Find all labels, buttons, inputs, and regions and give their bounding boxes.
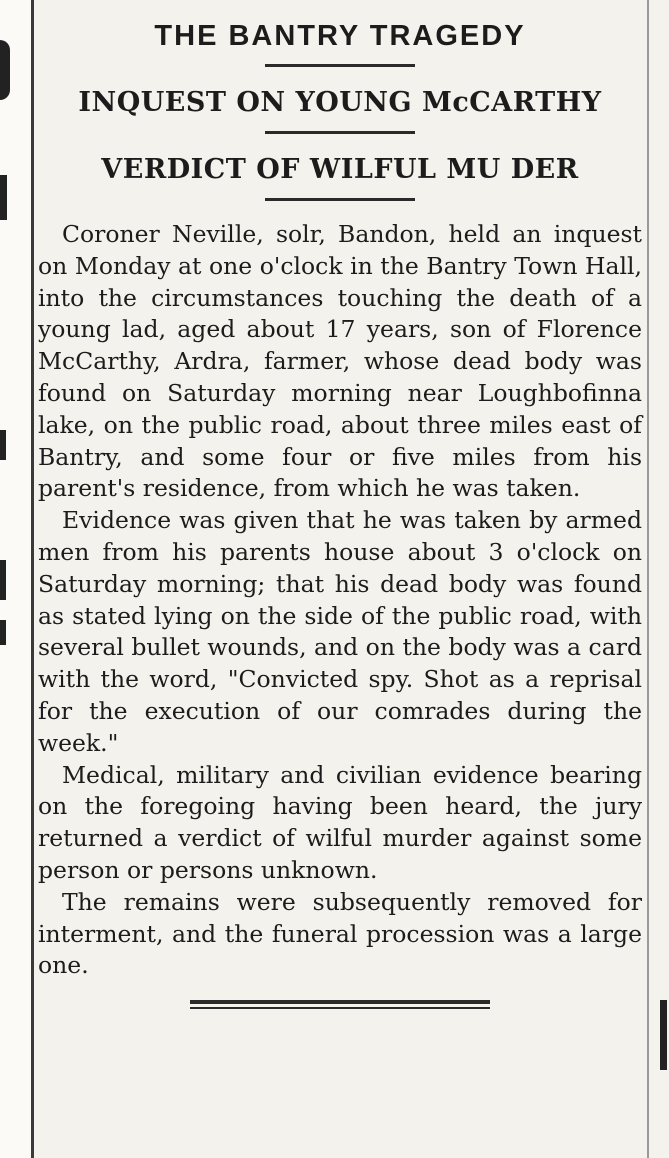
- end-rule: [190, 1000, 490, 1004]
- adjacent-column-fragment: [0, 175, 7, 220]
- article-title: THE BANTRY TRAGEDY: [154, 20, 526, 52]
- article-paragraph: Coroner Neville, solr, Bandon, held an inquest on Monday at one o'clock in the Bantry Town Hall, into the circumstances touching the death of a young lad, aged about 17 years, son of Florence McCarthy, Ardra, farmer, whose dead body was found on Saturday morning near Loughbofinna lake, on the public road, about three miles east of Bantry, and some four or five miles from his parent's residence, from which he was taken.: [38, 220, 642, 503]
- article-subhead-2: VERDICT OF WILFUL MU DER: [101, 154, 579, 185]
- adjacent-column-fragment: [660, 1000, 667, 1070]
- adjacent-column-fragment: [0, 40, 10, 100]
- article-subhead-1: INQUEST ON YOUNG McCARTHY: [78, 87, 602, 118]
- adjacent-column-fragment: [0, 560, 6, 600]
- adjacent-column-fragment: [0, 430, 6, 460]
- article-paragraph: Medical, military and civilian evidence bearing on the foregoing having been heard, the jury returned a verdict of wilful murder against some person or persons unknown.: [38, 760, 642, 884]
- article-column: [38, 14, 642, 1009]
- column-rule-right: [647, 0, 649, 1158]
- adjacent-column-fragment: [0, 620, 6, 645]
- title-divider: [265, 64, 415, 67]
- column-rule-left: [31, 0, 34, 1158]
- article-paragraph: The remains were subsequently removed for interment, and the funeral procession was a large one.: [38, 887, 642, 980]
- end-rule: [190, 1007, 490, 1009]
- subhead-divider: [265, 198, 415, 201]
- article-paragraph: Evidence was given that he was taken by armed men from his parents house about 3 o'clock on Saturday morning; that his dead body was found as stated lying on the side of the public road, with several bullet wounds, and on the body was a card with the word, "Convicted spy. Shot as a reprisal for the execution of our comrades during the week.": [38, 506, 642, 757]
- subhead-divider: [265, 131, 415, 134]
